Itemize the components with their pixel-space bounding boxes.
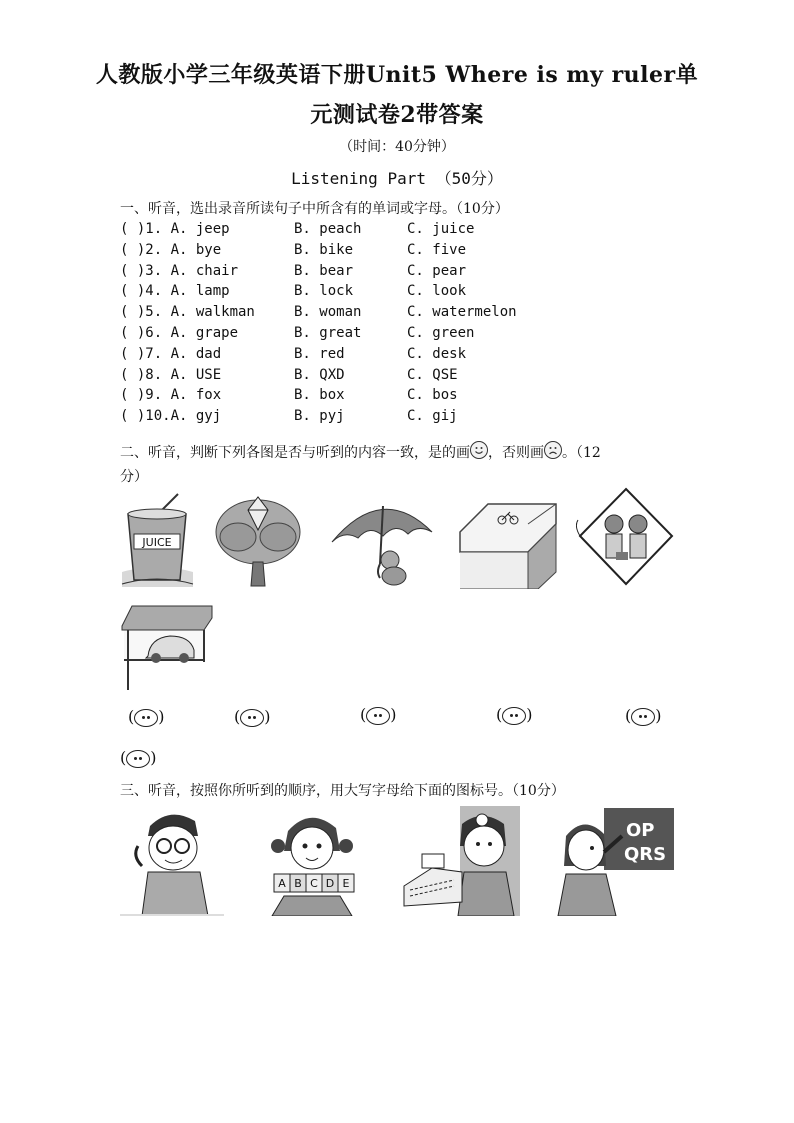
car-under-desk-picture xyxy=(120,604,214,692)
girl-typewriter-picture xyxy=(402,806,520,916)
block-letter: A xyxy=(278,877,286,890)
boy-glasses-picture xyxy=(120,806,224,916)
answer-slot-5[interactable]: ( ) xyxy=(625,706,662,725)
girl-abc-blocks-picture xyxy=(260,806,364,916)
blank-face-icon xyxy=(631,708,655,726)
doc-title-line1: 人教版小学三年级英语下册Unit5 Where is my ruler单 xyxy=(95,62,699,88)
blank-face-icon xyxy=(240,709,264,727)
answer-slot-2[interactable]: ( ) xyxy=(234,707,271,726)
doc-title-line2: 元测试卷2带答案 xyxy=(310,102,484,128)
block-letter: C xyxy=(310,877,318,890)
section3-heading: 三、听音，按照你所听到的顺序，用大写字母给下面的图标号。（10分） xyxy=(120,783,565,799)
answer-slot-1[interactable]: ( ) xyxy=(128,707,165,726)
block-letter: D xyxy=(325,877,335,890)
section2-heading: 二、听音，判断下列各图是否与听到的内容一致，是的画 ，否则画 。（12 分） xyxy=(120,441,680,489)
juice-picture xyxy=(120,492,195,589)
blank-face-icon xyxy=(134,709,158,727)
listening-part-heading: Listening Part （50分） xyxy=(291,169,503,188)
blank-face-icon xyxy=(366,707,390,725)
block-letter: E xyxy=(342,877,350,890)
answer-slot-3[interactable]: ( ) xyxy=(360,705,397,724)
desk-bike-picture xyxy=(458,492,558,589)
sad-face-icon xyxy=(544,441,562,459)
time-limit: （时间：40分钟） xyxy=(339,139,455,155)
girl-blackboard-picture xyxy=(556,806,674,916)
answer-slot-6[interactable]: ( ) xyxy=(120,748,157,767)
block-letter: B xyxy=(294,877,302,890)
blank-face-icon xyxy=(126,750,150,768)
kite-girls-picture xyxy=(576,486,676,589)
section1-heading: 一、听音，选出录音所读句子中所含有的单词或字母。（10分） xyxy=(120,201,509,217)
board-text: OP xyxy=(626,820,655,841)
umbrella-monkey-picture xyxy=(328,492,436,589)
kite-in-tree-picture xyxy=(213,492,303,589)
board-text: QRS xyxy=(624,844,667,865)
juice-label: JUICE xyxy=(142,536,172,549)
smile-face-icon xyxy=(470,441,488,459)
answer-slot-4[interactable]: ( ) xyxy=(496,705,533,724)
blank-face-icon xyxy=(502,707,526,725)
